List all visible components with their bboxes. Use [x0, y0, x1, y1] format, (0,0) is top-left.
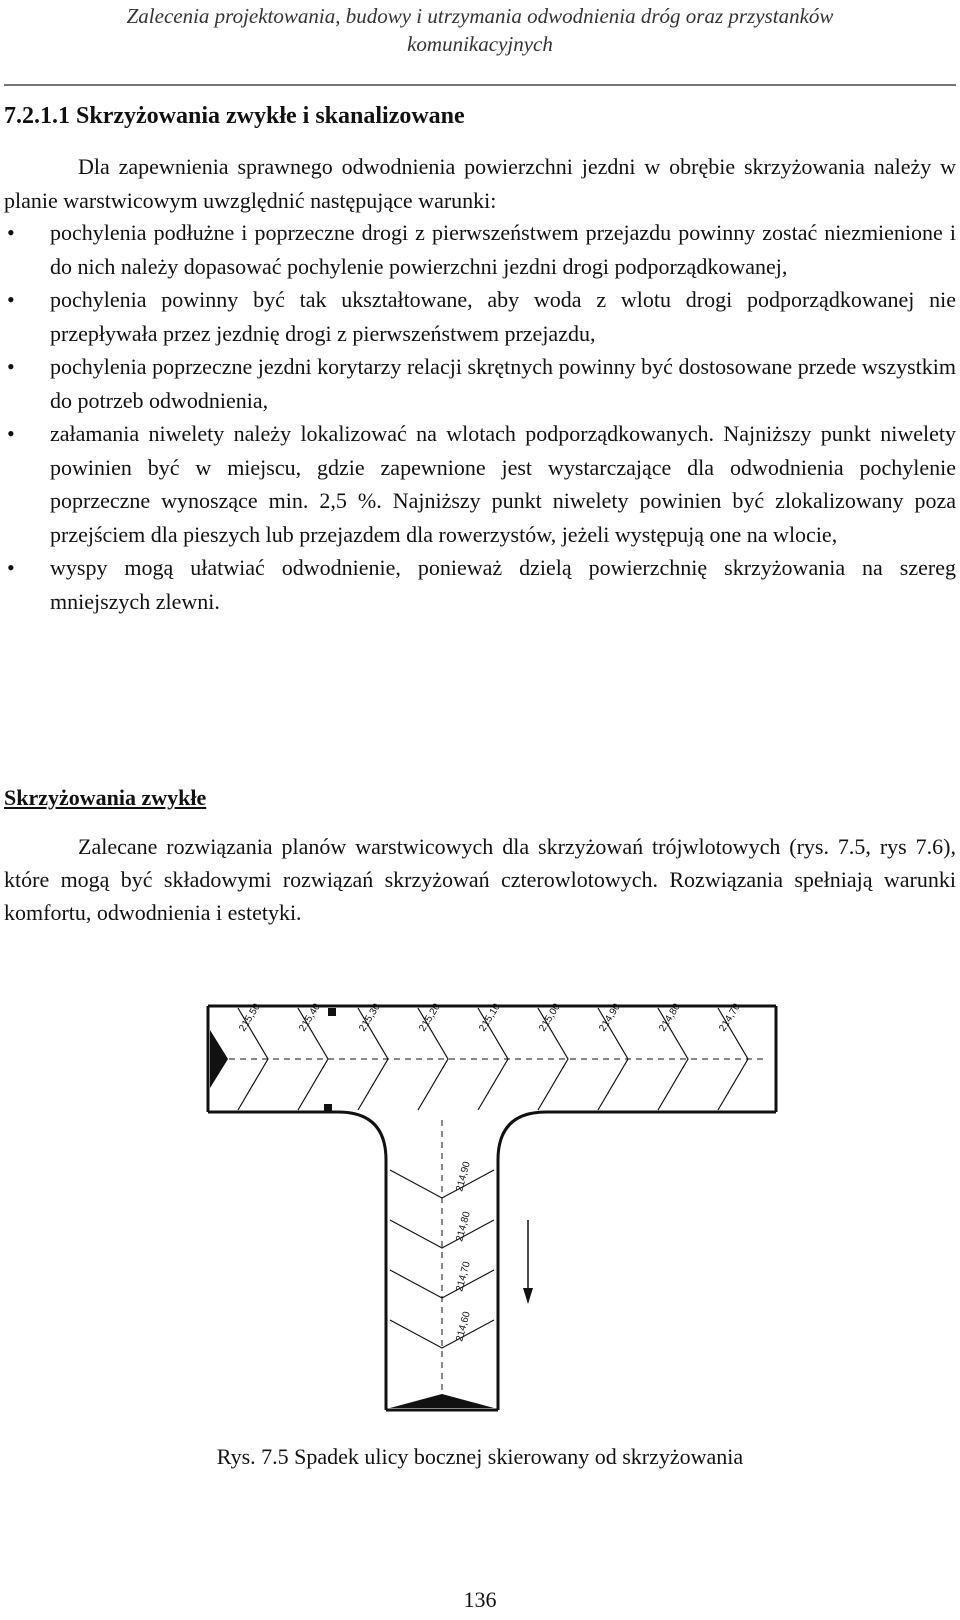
- right-curb-curve: [498, 1112, 776, 1410]
- left-curb-curve: [208, 1112, 386, 1410]
- list-item-text: pochylenia poprzeczne jezdni korytarzy relacji skrętnych powinny być dostosowane przede wszystkim do potrzeb odwodnienia,: [50, 354, 956, 413]
- figure-t-intersection: [128, 970, 818, 1430]
- flow-arrow-icon: [523, 1220, 533, 1304]
- running-header: [0, 0, 960, 58]
- running-header-line-1: Zalecenia projektowania, budowy i utrzymania odwodnienia dróg oraz przystanków: [126, 4, 834, 28]
- header-divider: [4, 84, 956, 86]
- intro-paragraph: Dla zapewnienia sprawnego odwodnienia powierzchni jezdni w obrębie skrzyżowania należy w planie warstwicowym uwzględnić następujące warunki:: [4, 154, 956, 213]
- figure-caption: Rys. 7.5 Spadek ulicy bocznej skierowany od skrzyżowania: [216, 1444, 744, 1469]
- gully-inlet-icon: [328, 1008, 336, 1016]
- list-item-text: pochylenia podłużne i poprzeczne drogi z pierwszeństwem przejazdu powinny zostać niezmienione i do nich należy dopasować pochylenie powierzchni jezdni drogi podporządkowanej,: [50, 220, 956, 279]
- elevation-label: 215,50: [237, 1001, 263, 1034]
- elevation-label: 214,60: [454, 1310, 473, 1343]
- elevation-label: 215,00: [537, 1001, 563, 1034]
- subsection-paragraph: Zalecane rozwiązania planów warstwicowych dla skrzyżowań trójwlotowych (rys. 7.5, rys 7.6), które mogą być składowymi rozwiązań skrzyżowań czterowlotowych. Rozwiązania spełniają warunki komfortu, odwodnienia i estetyki.: [4, 834, 956, 925]
- bullet-icon: •: [7, 287, 15, 312]
- running-header-line-2: komunikacyjnych: [407, 32, 553, 56]
- section-title: 7.2.1.1 Skrzyżowania zwykłe i skanalizowane: [4, 103, 465, 129]
- elevation-label: 214,90: [454, 1160, 473, 1193]
- bottom-flow-wedge-icon: [390, 1394, 494, 1408]
- intersection-drawing: [128, 970, 818, 1430]
- subsection-title: Skrzyżowania zwykłe: [4, 785, 207, 810]
- page-number: 136: [463, 1587, 497, 1612]
- list-item: [4, 350, 956, 417]
- elevation-label: 215,30: [357, 1001, 383, 1034]
- elevation-label: 215,10: [477, 1001, 503, 1034]
- bullet-icon: •: [7, 354, 15, 379]
- bullet-icon: •: [7, 220, 15, 245]
- elevation-label: 214,80: [454, 1210, 473, 1243]
- bullet-icon: •: [7, 421, 15, 446]
- list-item-text: wyspy mogą ułatwiać odwodnienie, ponieważ dzielą powierzchnię skrzyżowania na szereg mniejszych zlewni.: [50, 555, 956, 614]
- list-item: [4, 551, 956, 618]
- list-item-text: załamania niwelety należy lokalizować na wlotach podporządkowanych. Najniższy punkt niwelety powinien być w miejscu, gdzie zapewnione jest wystarczające dla odwodnienia pochylenie poprzeczne wynoszące min. 2,5 %. Najniższy punkt niwelety powinien być zlokalizowany poza przejściem dla pieszych lub przejazdem dla rowerzystów, jeżeli występują one na wlocie,: [50, 421, 956, 547]
- elevation-label: 215,20: [417, 1001, 443, 1034]
- elevation-label: 214,70: [454, 1260, 473, 1293]
- list-item: [4, 283, 956, 350]
- gully-inlet-icon: [324, 1104, 332, 1112]
- elevation-label: 214,70: [717, 1001, 743, 1034]
- elevation-label: 215,40: [297, 1001, 323, 1034]
- list-item: [4, 216, 956, 283]
- left-flow-wedge-icon: [210, 1030, 228, 1088]
- conditions-list: [4, 216, 956, 618]
- elevation-label: 214,80: [657, 1001, 683, 1034]
- bullet-icon: •: [7, 555, 15, 580]
- elevation-label: 214,90: [597, 1001, 623, 1034]
- list-item: [4, 417, 956, 551]
- side-elevation-labels: [454, 1160, 473, 1343]
- list-item-text: pochylenia powinny być tak ukształtowane, aby woda z wlotu drogi podporządkowanej nie przepływała przez jezdnię drogi z pierwszeństwem przejazdu,: [50, 287, 956, 346]
